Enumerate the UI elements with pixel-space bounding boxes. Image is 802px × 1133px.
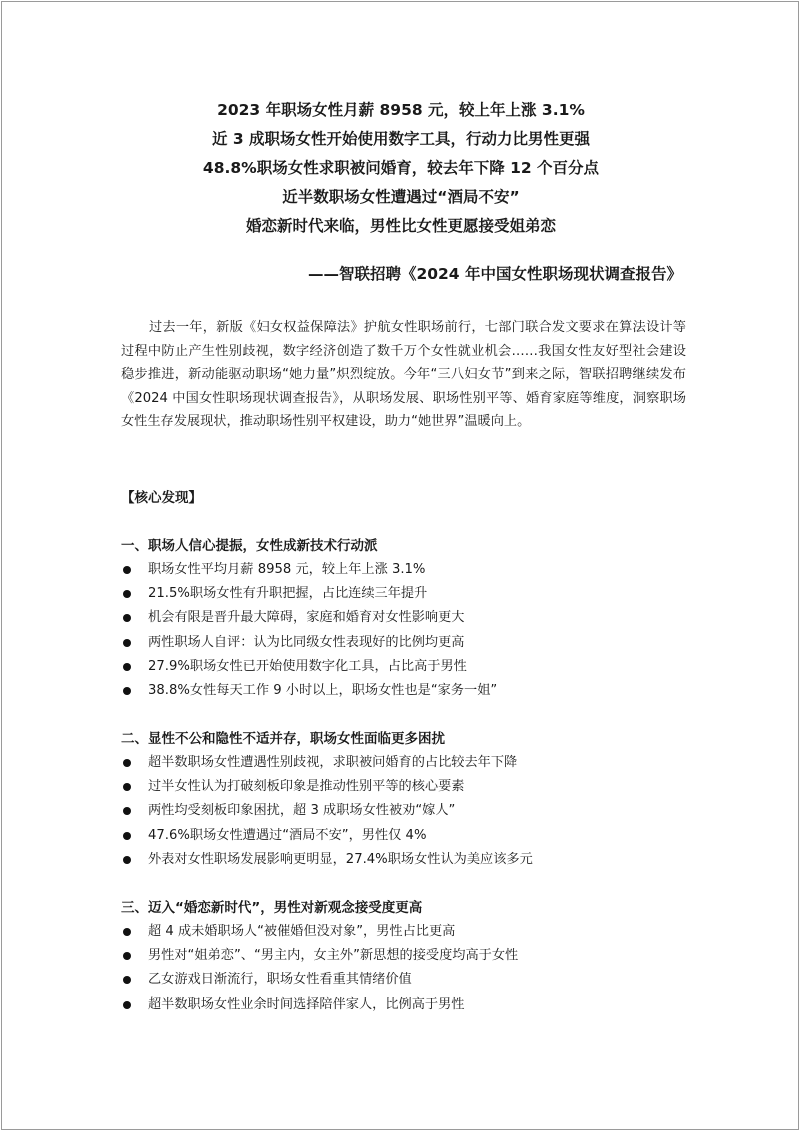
list-item <box>121 582 711 606</box>
findings-section-1 <box>121 534 711 703</box>
intro-paragraph: 过去一年，新版《妇女权益保障法》护航女性职场前行，七部门联合发文要求在算法设计等过程中防止产生性别歧视，数字经济创造了数千万个女性就业机会……我国女性友好型社会建设稳步推进，新动能驱动职场“她力量”炽烈绽放。今年“三八妇女节”到来之际，智联招聘继续发布《2024 中国女性职场现状调查报告》，从职场发展、职场性别平等、婚育家庭等维度，洞察职场女性生存发展现状，推动职场性别平权建设，助力“她世界”温暖向上。 <box>121 320 686 430</box>
bullet-icon <box>123 687 131 695</box>
bullet-icon <box>123 590 131 598</box>
list-item <box>121 558 711 582</box>
core-findings-heading: 【核心发现】 <box>121 490 202 506</box>
section-title: 二、显性不公和隐性不适并存，职场女性面临更多困扰 <box>121 731 445 747</box>
list-item <box>121 824 711 848</box>
list-item-text: 超 4 成未婚职场人“被催婚但没对象”，男性占比更高 <box>148 924 456 939</box>
list-item-text: 两性均受刻板印象困扰，超 3 成职场女性被劝“嫁人” <box>148 803 456 819</box>
headline: 婚恋新时代来临，男性比女性更愿接受姐弟恋 <box>245 217 556 235</box>
list-item-text: 47.6%职场女性遭遇过“酒局不安”，男性仅 4% <box>148 827 427 843</box>
bullet-icon <box>123 614 131 622</box>
list-item <box>121 775 711 799</box>
list-item-text: 机会有限是晋升最大障碍，家庭和婚育对女性影响更大 <box>148 610 465 626</box>
bullet-icon <box>123 807 131 815</box>
list-item-text: 两性职场人自评：认为比同级女性表现好的比例均更高 <box>148 634 465 650</box>
list-item-text: 过半女性认为打破刻板印象是推动性别平等的核心要素 <box>148 779 465 795</box>
list-item <box>121 655 711 679</box>
headline-block <box>0 96 802 241</box>
list-item-text: 21.5%职场女性有升职把握，占比连续三年提升 <box>148 586 428 602</box>
bullet-icon <box>123 832 131 840</box>
list-item <box>121 751 711 775</box>
findings-section-2 <box>121 727 711 872</box>
section-title: 三、迈入“婚恋新时代”，男性对新观念接受度更高 <box>121 900 423 916</box>
bullet-icon <box>123 639 131 647</box>
bullet-icon <box>123 976 131 984</box>
bullet-icon <box>123 783 131 791</box>
list-item <box>121 606 711 630</box>
list-item-text: 27.9%职场女性已开始使用数字化工具，占比高于男性 <box>148 658 467 674</box>
list-item <box>121 799 711 823</box>
list-item <box>121 968 711 992</box>
report-attribution: ——智联招聘《2024 年中国女性职场现状调查报告》 <box>307 265 682 283</box>
list-item-text: 超半数职场女性业余时间选择陪伴家人，比例高于男性 <box>148 996 465 1012</box>
bullet-icon <box>123 759 131 767</box>
section-title: 一、职场人信心提振，女性成新技术行动派 <box>121 538 378 554</box>
bullet-icon <box>123 856 131 864</box>
bullet-icon <box>123 1001 131 1009</box>
list-item <box>121 679 711 703</box>
list-item-text: 男性对“姐弟恋”、“男主内，女主外”新思想的接受度均高于女性 <box>148 948 519 964</box>
list-item-text: 超半数职场女性遭遇性别歧视，求职被问婚育的占比较去年下降 <box>148 755 518 770</box>
findings-section-3 <box>121 896 711 1017</box>
list-item-text: 38.8%女性每天工作 9 小时以上，职场女性也是“家务一姐” <box>148 682 498 698</box>
list-item-text: 外表对女性职场发展影响更明显，27.4%职场女性认为美应该多元 <box>148 851 533 867</box>
bullet-icon <box>123 952 131 960</box>
bullet-icon <box>123 928 131 936</box>
list-item-text: 职场女性平均月薪 8958 元，较上年上涨 3.1% <box>148 562 426 577</box>
bullet-icon <box>123 566 131 574</box>
headline: 48.8%职场女性求职被问婚育，较去年下降 12 个百分点 <box>202 159 600 177</box>
list-item-text: 乙女游戏日渐流行，职场女性看重其情绪价值 <box>148 972 412 988</box>
list-item <box>121 920 711 944</box>
headline: 近半数职场女性遭遇过“酒局不安” <box>282 188 520 206</box>
list-item <box>121 631 711 655</box>
list-item <box>121 993 711 1017</box>
bullet-icon <box>123 663 131 671</box>
list-item <box>121 848 711 872</box>
list-item <box>121 944 711 968</box>
headline: 近 3 成职场女性开始使用数字工具，行动力比男性更强 <box>211 130 591 148</box>
headline: 2023 年职场女性月薪 8958 元，较上年上涨 3.1% <box>217 101 585 119</box>
